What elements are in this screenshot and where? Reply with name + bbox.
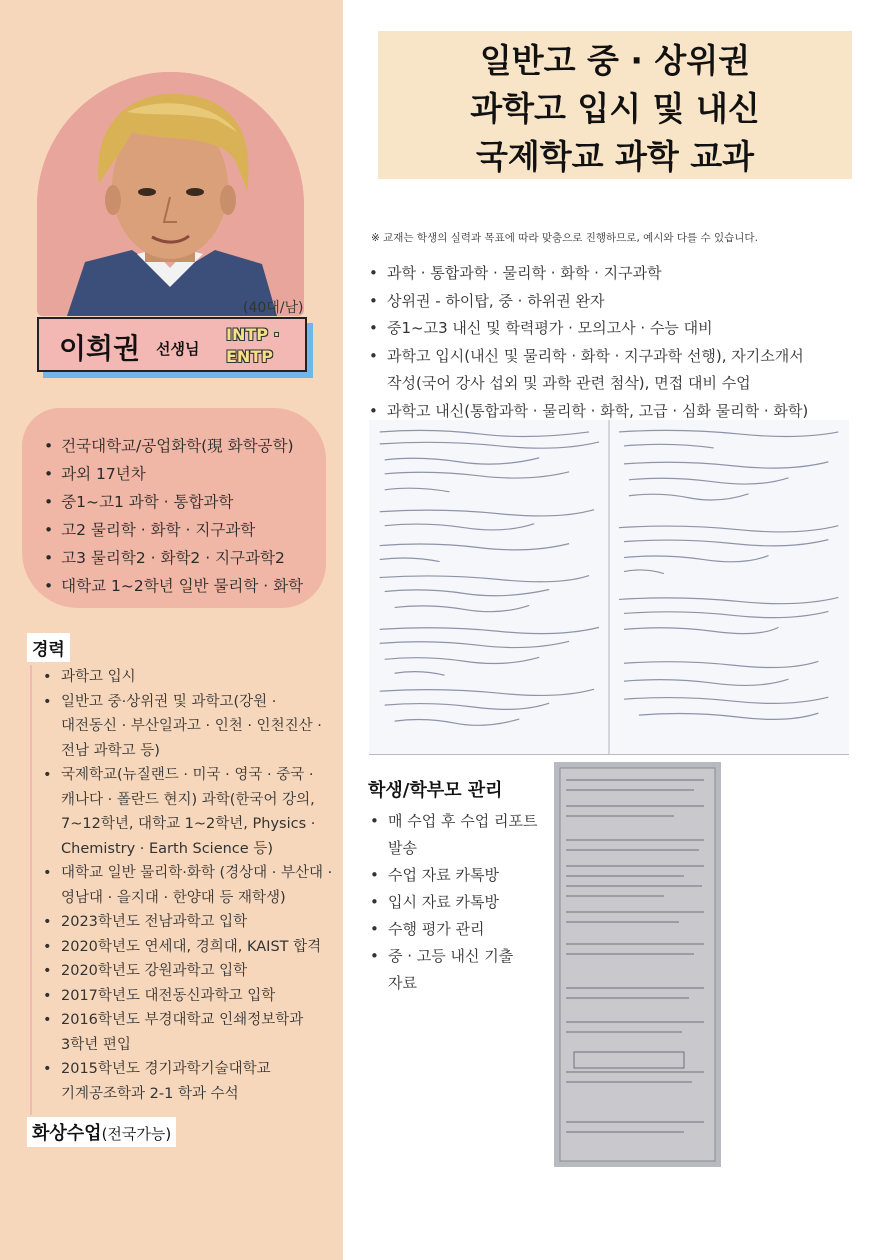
profile-item: • 고3 물리학2 · 화학2 · 지구과학2 bbox=[44, 544, 303, 572]
subject-list bbox=[367, 260, 872, 425]
career-item: • 대학교 일반 물리학·화학 (경상대 · 부산대 · 영남대 · 을지대 · 한양대 등 재학생) bbox=[40, 861, 336, 910]
online-class-label: 화상수업 bbox=[32, 1123, 102, 1144]
subject-item: • 과학고 내신(통합과학 · 물리학 · 화학, 고급 · 심화 물리학 · 화학) bbox=[367, 398, 872, 426]
management-item: • 중 · 고등 내신 기출 자료 bbox=[368, 943, 553, 997]
mbti-badge bbox=[226, 324, 280, 368]
career-item: • 과학고 입시 bbox=[40, 665, 336, 690]
profile-item: • 대학교 1~2학년 일반 물리학 · 화학 bbox=[44, 572, 303, 600]
online-class-title bbox=[27, 1117, 176, 1147]
subject-item: • 중1~고3 내신 및 학력평가 · 모의고사 · 수능 대비 bbox=[367, 315, 872, 343]
management-item: • 입시 자료 카톡방 bbox=[368, 889, 553, 916]
management-item: • 수행 평가 관리 bbox=[368, 916, 553, 943]
management-title: 학생/학부모 관리 bbox=[368, 780, 503, 801]
teacher-title: 선생님 bbox=[156, 340, 200, 358]
materials-note: ※ 교재는 학생의 실력과 목표에 따라 맞춤으로 진행하므로, 예시와 다를 수 있습니다. bbox=[371, 232, 758, 244]
online-class-note: (전국가능) bbox=[101, 1125, 172, 1143]
career-title: 경력 bbox=[27, 633, 70, 662]
portrait-frame bbox=[37, 72, 304, 316]
subject-item: • 과학고 입시(내신 및 물리학 · 화학 · 지구과학 선행), 자기소개서 작성(국어 강사 섭외 및 과학 관련 첨삭), 면접 대비 수업 bbox=[367, 343, 872, 398]
teacher-portrait-image bbox=[37, 72, 304, 316]
career-item: • 2017학년도 대전동신과학고 입학 bbox=[40, 984, 336, 1009]
profile-item: • 중1~고1 과학 · 통합과학 bbox=[44, 488, 303, 516]
profile-item: • 과외 17년차 bbox=[44, 460, 303, 488]
headline-line-1: 일반고 중 · 상위권 bbox=[479, 41, 751, 80]
career-item: • 2015학년도 경기과학기술대학교 기계공조학과 2-1 학과 수석 bbox=[40, 1057, 336, 1106]
career-item: • 국제학교(뉴질랜드 · 미국 · 영국 · 중국 · 캐나다 · 폴란드 현지) 과학(한국어 강의, 7~12학년, 대학교 1~2학년, Physics · Chemistry · Earth Science 등) bbox=[40, 763, 336, 861]
headline-box bbox=[378, 31, 852, 179]
career-item: • 2020학년도 연세대, 경희대, KAIST 합격 bbox=[40, 935, 336, 960]
subject-item: • 과학 · 통합과학 · 물리학 · 화학 · 지구과학 bbox=[367, 260, 872, 288]
career-divider bbox=[30, 665, 32, 1115]
right-panel bbox=[343, 0, 891, 1260]
profile-item: • 고2 물리학 · 화학 · 지구과학 bbox=[44, 516, 303, 544]
name-plate bbox=[37, 317, 307, 372]
subject-item: • 상위권 - 하이탑, 중 · 하위권 완자 bbox=[367, 288, 872, 316]
profile-list bbox=[44, 432, 303, 600]
mbti-line-2: ENTP bbox=[226, 347, 273, 366]
career-item: • 2020학년도 강원과학고 입학 bbox=[40, 959, 336, 984]
printed-worksheet-image bbox=[554, 762, 721, 1167]
management-list bbox=[368, 808, 553, 997]
left-panel bbox=[0, 0, 343, 1260]
age-gender: (40대/남) bbox=[243, 300, 304, 316]
teacher-name: 이희권 bbox=[59, 332, 141, 365]
career-item: • 일반고 중·상위권 및 과학고(강원 · 대전동신 · 부산일과고 · 인천 · 인천진산 · 전남 과학고 등) bbox=[40, 690, 336, 764]
management-item: • 수업 자료 카톡방 bbox=[368, 862, 553, 889]
headline-line-3: 국제학교 과학 교과 bbox=[475, 137, 754, 176]
profile-item: • 건국대학교/공업화학(現 화학공학) bbox=[44, 432, 303, 460]
handwritten-worksheet-image bbox=[369, 420, 849, 755]
career-item: • 2023학년도 전남과학고 입학 bbox=[40, 910, 336, 935]
mbti-line-1: INTP · bbox=[226, 325, 280, 344]
headline-line-2: 과학고 입시 및 내신 bbox=[470, 89, 760, 128]
career-list bbox=[40, 665, 336, 1106]
management-item: • 매 수업 후 수업 리포트 발송 bbox=[368, 808, 553, 862]
career-item: • 2016학년도 부경대학교 인쇄정보학과 3학년 편입 bbox=[40, 1008, 336, 1057]
